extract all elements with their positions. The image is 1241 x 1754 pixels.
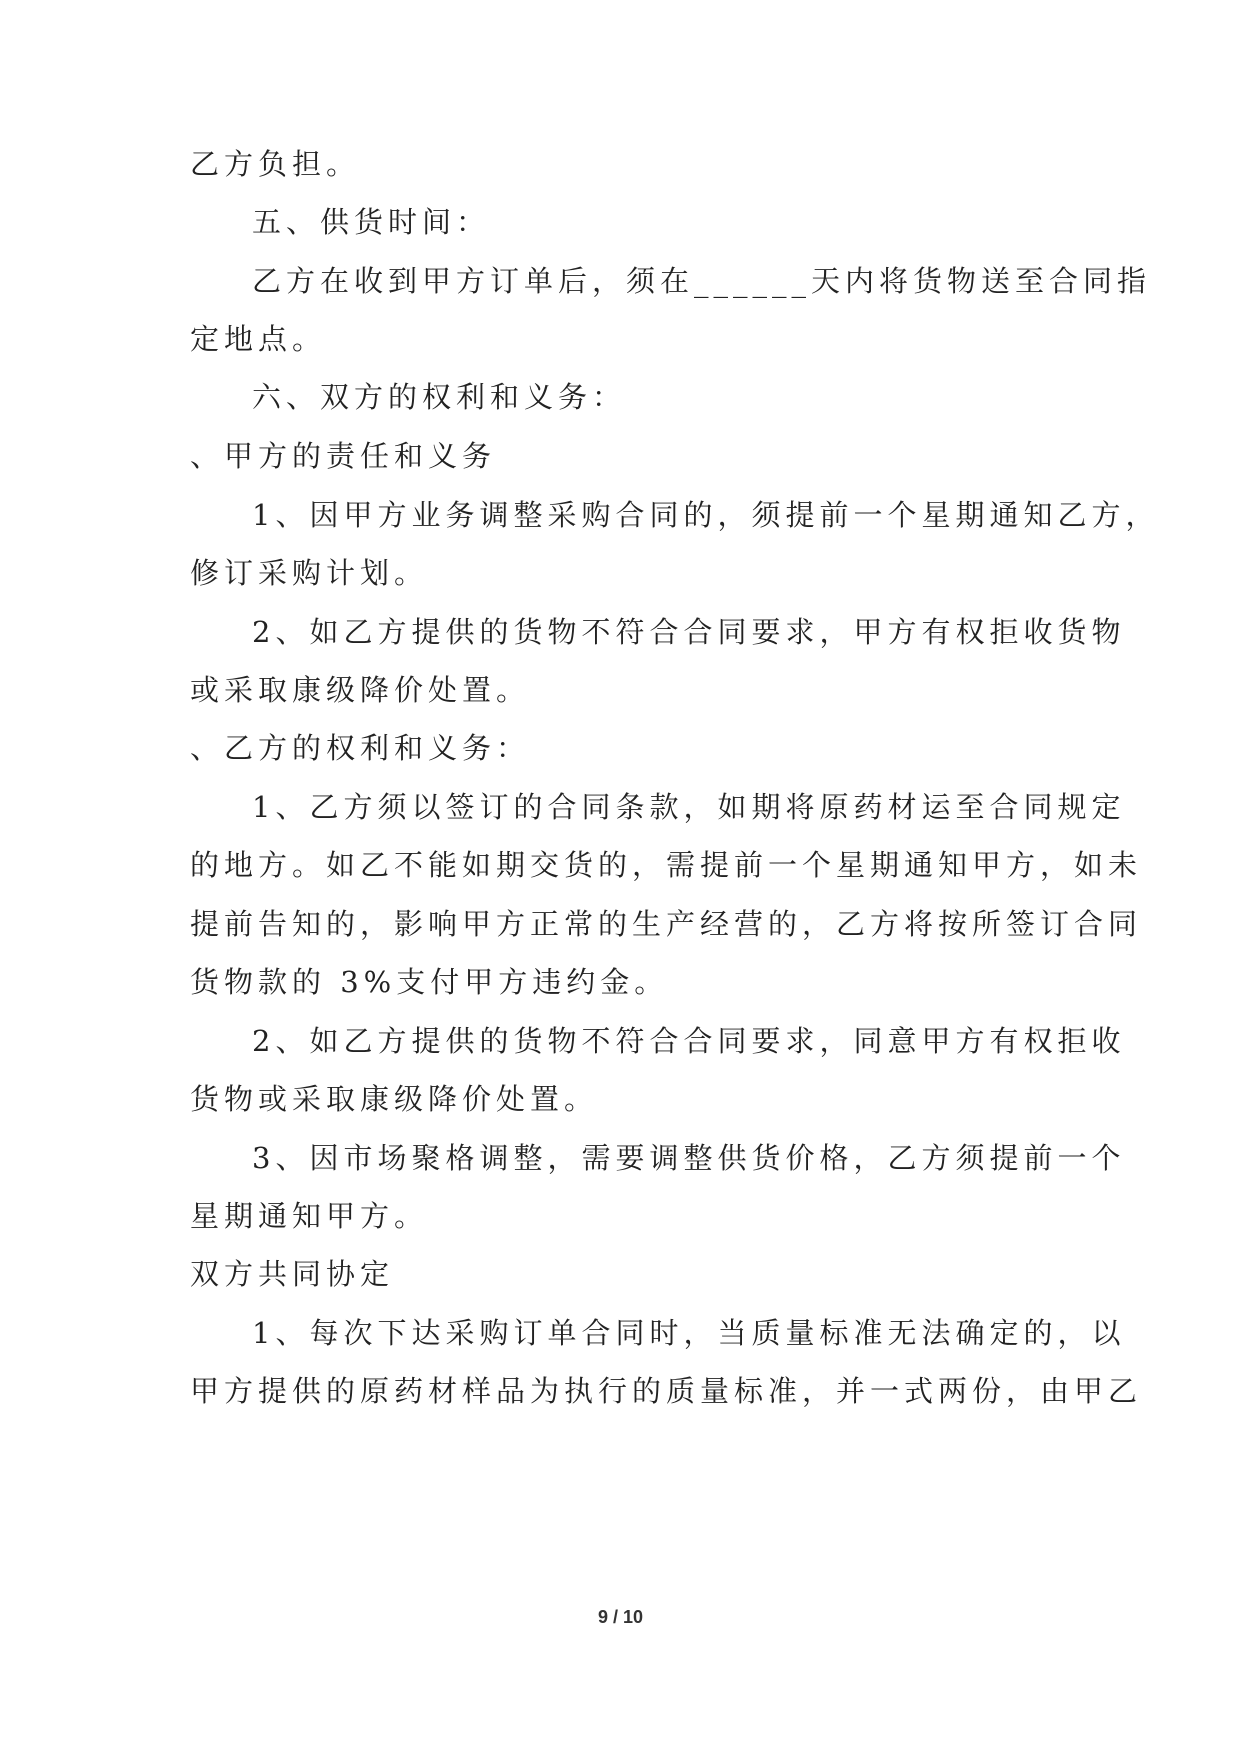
section-heading: 六、双方的权利和义务： [252,380,627,414]
text-line: 提前告知的，影响甲方正常的生产经营的，乙方将按所签订合同 [190,907,1143,941]
text-line: 乙方在收到甲方订单后，须在______天内将货物送至合同指 [252,264,1152,298]
text-line: 定地点。 [190,322,327,356]
text-line: 1、乙方须以签订的合同条款，如期将原药材运至合同规定 [252,790,1126,824]
text-line: 星期通知甲方。 [190,1199,429,1233]
subsection-heading: 、甲方的责任和义务 [190,439,497,473]
text-line: 1、因甲方业务调整采购合同的，须提前一个星期通知乙方， [252,498,1160,532]
text-line: 货物款的 3%支付甲方违约金。 [190,965,669,999]
subsection-heading: 、乙方的权利和义务： [190,731,531,765]
subsection-heading: 双方共同协定 [190,1257,395,1291]
text-line: 3、因市场聚格调整，需要调整供货价格，乙方须提前一个 [252,1141,1126,1175]
page-number: 9 / 10 [597,1607,644,1627]
text-line: 修订采购计划。 [190,556,429,590]
text-line: 的地方。如乙不能如期交货的，需提前一个星期通知甲方，如未 [190,848,1143,882]
text-line: 甲方提供的原药材样品为执行的质量标准，并一式两份，由甲乙 [190,1374,1143,1408]
text-line: 2、如乙方提供的货物不符合合同要求，同意甲方有权拒收 [252,1024,1126,1058]
text-line: 货物或采取康级降价处置。 [190,1082,599,1116]
section-heading: 五、供货时间： [252,205,491,239]
text-line: 乙方负担。 [190,147,361,181]
text-line: 1、每次下达采购订单合同时，当质量标准无法确定的，以 [252,1316,1126,1350]
text-line: 2、如乙方提供的货物不符合合同要求，甲方有权拒收货物 [252,615,1126,649]
text-line: 或采取康级降价处置。 [190,673,531,707]
